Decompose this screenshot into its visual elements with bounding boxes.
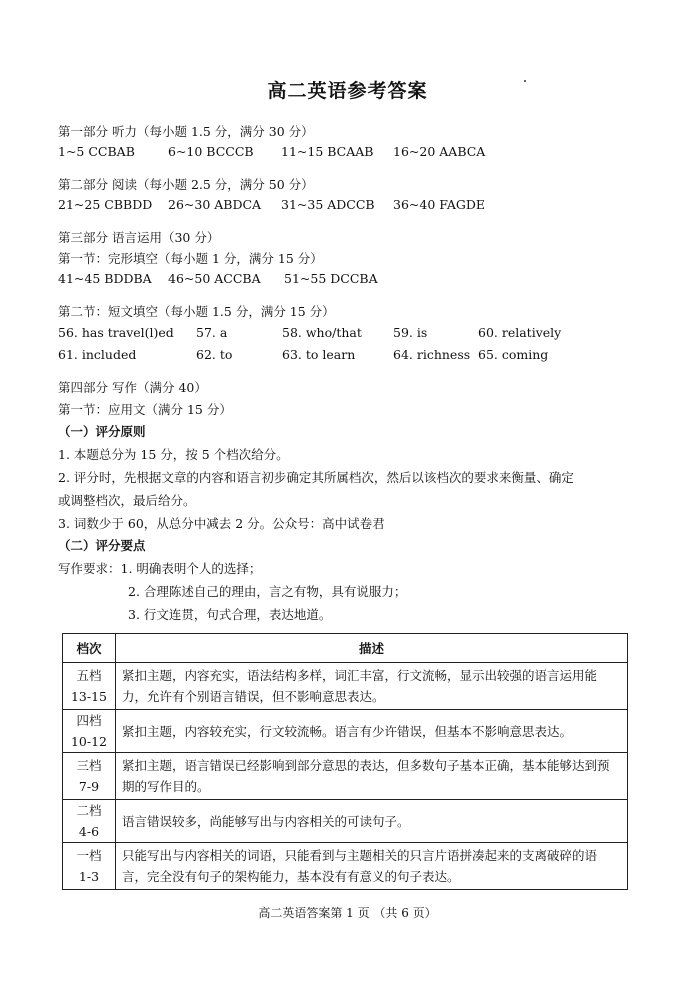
description-cell: 语言错误较多，尚能够写出与内容相关的可读句子。: [116, 800, 628, 843]
part4-section1: 第一节：应用文（满分 15 分）: [58, 402, 232, 417]
principle-1: 1. 本题总分为 15 分，按 5 个档次给分。: [58, 447, 289, 462]
page-footer: 高二英语答案第 1 页 （共 6 页）: [258, 906, 437, 920]
answer-group: 6~10 BCCCB: [168, 144, 254, 159]
level-name: 四档: [76, 713, 102, 728]
level-cell: [63, 800, 116, 843]
part1-heading: 第一部分 听力（每小题 1.5 分，满分 30 分）: [58, 124, 314, 139]
part3-section1: 第一节：完形填空（每小题 1 分，满分 15 分）: [58, 251, 323, 266]
description-cell: 只能写出与内容相关的词语，只能看到与主题相关的只言片语拼凑起来的支离破碎的语言，完全没有句子的架构能力，基本没有有意义的句子表达。: [116, 843, 628, 890]
level-range: 4-6: [78, 824, 100, 839]
level-range: 10-12: [70, 734, 108, 749]
description-cell: 紧扣主题，语言错误已经影响到部分意思的表达，但多数句子基本正确，基本能够达到预期的写作目的。: [116, 753, 628, 800]
level-range: 7-9: [78, 779, 100, 794]
answer-group: 36~40 FAGDE: [393, 197, 486, 212]
answer-group: 11~15 BCAAB: [281, 144, 374, 159]
answer-group: 26~30 ABDCA: [168, 197, 262, 212]
level-cell: [63, 710, 116, 753]
description-cell: 紧扣主题，内容较充实，行文较流畅。语言有少许错误，但基本不影响意思表达。: [116, 710, 628, 753]
level-range: 13-15: [70, 689, 108, 704]
level-cell: [63, 663, 116, 710]
fill-answer: 57. a: [196, 325, 228, 340]
answer-group: 1~5 CCBAB: [58, 144, 135, 159]
level-name: 三档: [76, 758, 102, 773]
requirement-1: 写作要求：1. 明确表明个人的选择；: [58, 561, 262, 576]
requirement-2: 2. 合理陈述自己的理由，言之有物，具有说服力；: [128, 584, 407, 599]
level-cell: [63, 843, 116, 890]
page-title: 高二英语参考答案: [267, 80, 428, 102]
answer-group: 46~50 ACCBA: [168, 271, 261, 286]
answer-group: 31~35 ADCCB: [281, 197, 375, 212]
part2-heading: 第二部分 阅读（每小题 2.5 分，满分 50 分）: [58, 177, 314, 192]
answer-group: 41~45 BDDBA: [58, 271, 152, 286]
fill-answer: 61. included: [58, 347, 137, 362]
fill-answer: 56. has travel(l)ed: [58, 325, 174, 340]
table-row: [63, 753, 628, 800]
principles-title: （一）评分原则: [58, 424, 146, 439]
part3-heading: 第三部分 语言运用（30 分）: [58, 230, 220, 245]
fill-answer: 58. who/that: [282, 325, 362, 340]
fill-answer: 63. to learn: [282, 347, 356, 362]
level-name: 一档: [76, 848, 102, 863]
level-range: 1-3: [78, 869, 100, 884]
description-header: 描述: [116, 634, 628, 663]
answer-group: 16~20 AABCA: [393, 144, 486, 159]
scoring-table: [62, 633, 628, 890]
points-title: （二）评分要点: [58, 538, 146, 553]
table-header-row: [63, 634, 628, 663]
requirement-3: 3. 行文连贯，句式合理，表达地道。: [128, 607, 332, 622]
table-row: [63, 800, 628, 843]
table-row: [63, 843, 628, 890]
answer-group: 51~55 DCCBA: [284, 271, 378, 286]
answer-group: 21~25 CBBDD: [58, 197, 153, 212]
part3-section2: 第二节：短文填空（每小题 1.5 分，满分 15 分）: [58, 304, 335, 319]
fill-answer: 64. richness: [393, 347, 471, 362]
fill-answer: 62. to: [196, 347, 233, 362]
table-row: [63, 663, 628, 710]
fill-answer: 65. coming: [478, 347, 549, 362]
principle-2-cont: 或调整档次，最后给分。: [58, 493, 196, 508]
principle-3: 3. 词数少于 60，从总分中减去 2 分。公众号：高中试卷君: [58, 516, 385, 531]
table-row: [63, 710, 628, 753]
level-name: 二档: [76, 803, 102, 818]
part4-heading: 第四部分 写作（满分 40）: [58, 380, 207, 395]
principle-2: 2. 评分时，先根据文章的内容和语言初步确定其所属档次，然后以该档次的要求来衡量、确定: [58, 470, 574, 485]
level-name: 五档: [76, 668, 102, 683]
fill-answer: 59. is: [393, 325, 428, 340]
level-header: 档次: [63, 634, 116, 663]
fill-answer: 60. relatively: [478, 325, 562, 340]
level-cell: [63, 753, 116, 800]
description-cell: 紧扣主题，内容充实，语法结构多样，词汇丰富，行文流畅，显示出较强的语言运用能力，允许有个别语言错误，但不影响意思表达。: [116, 663, 628, 710]
